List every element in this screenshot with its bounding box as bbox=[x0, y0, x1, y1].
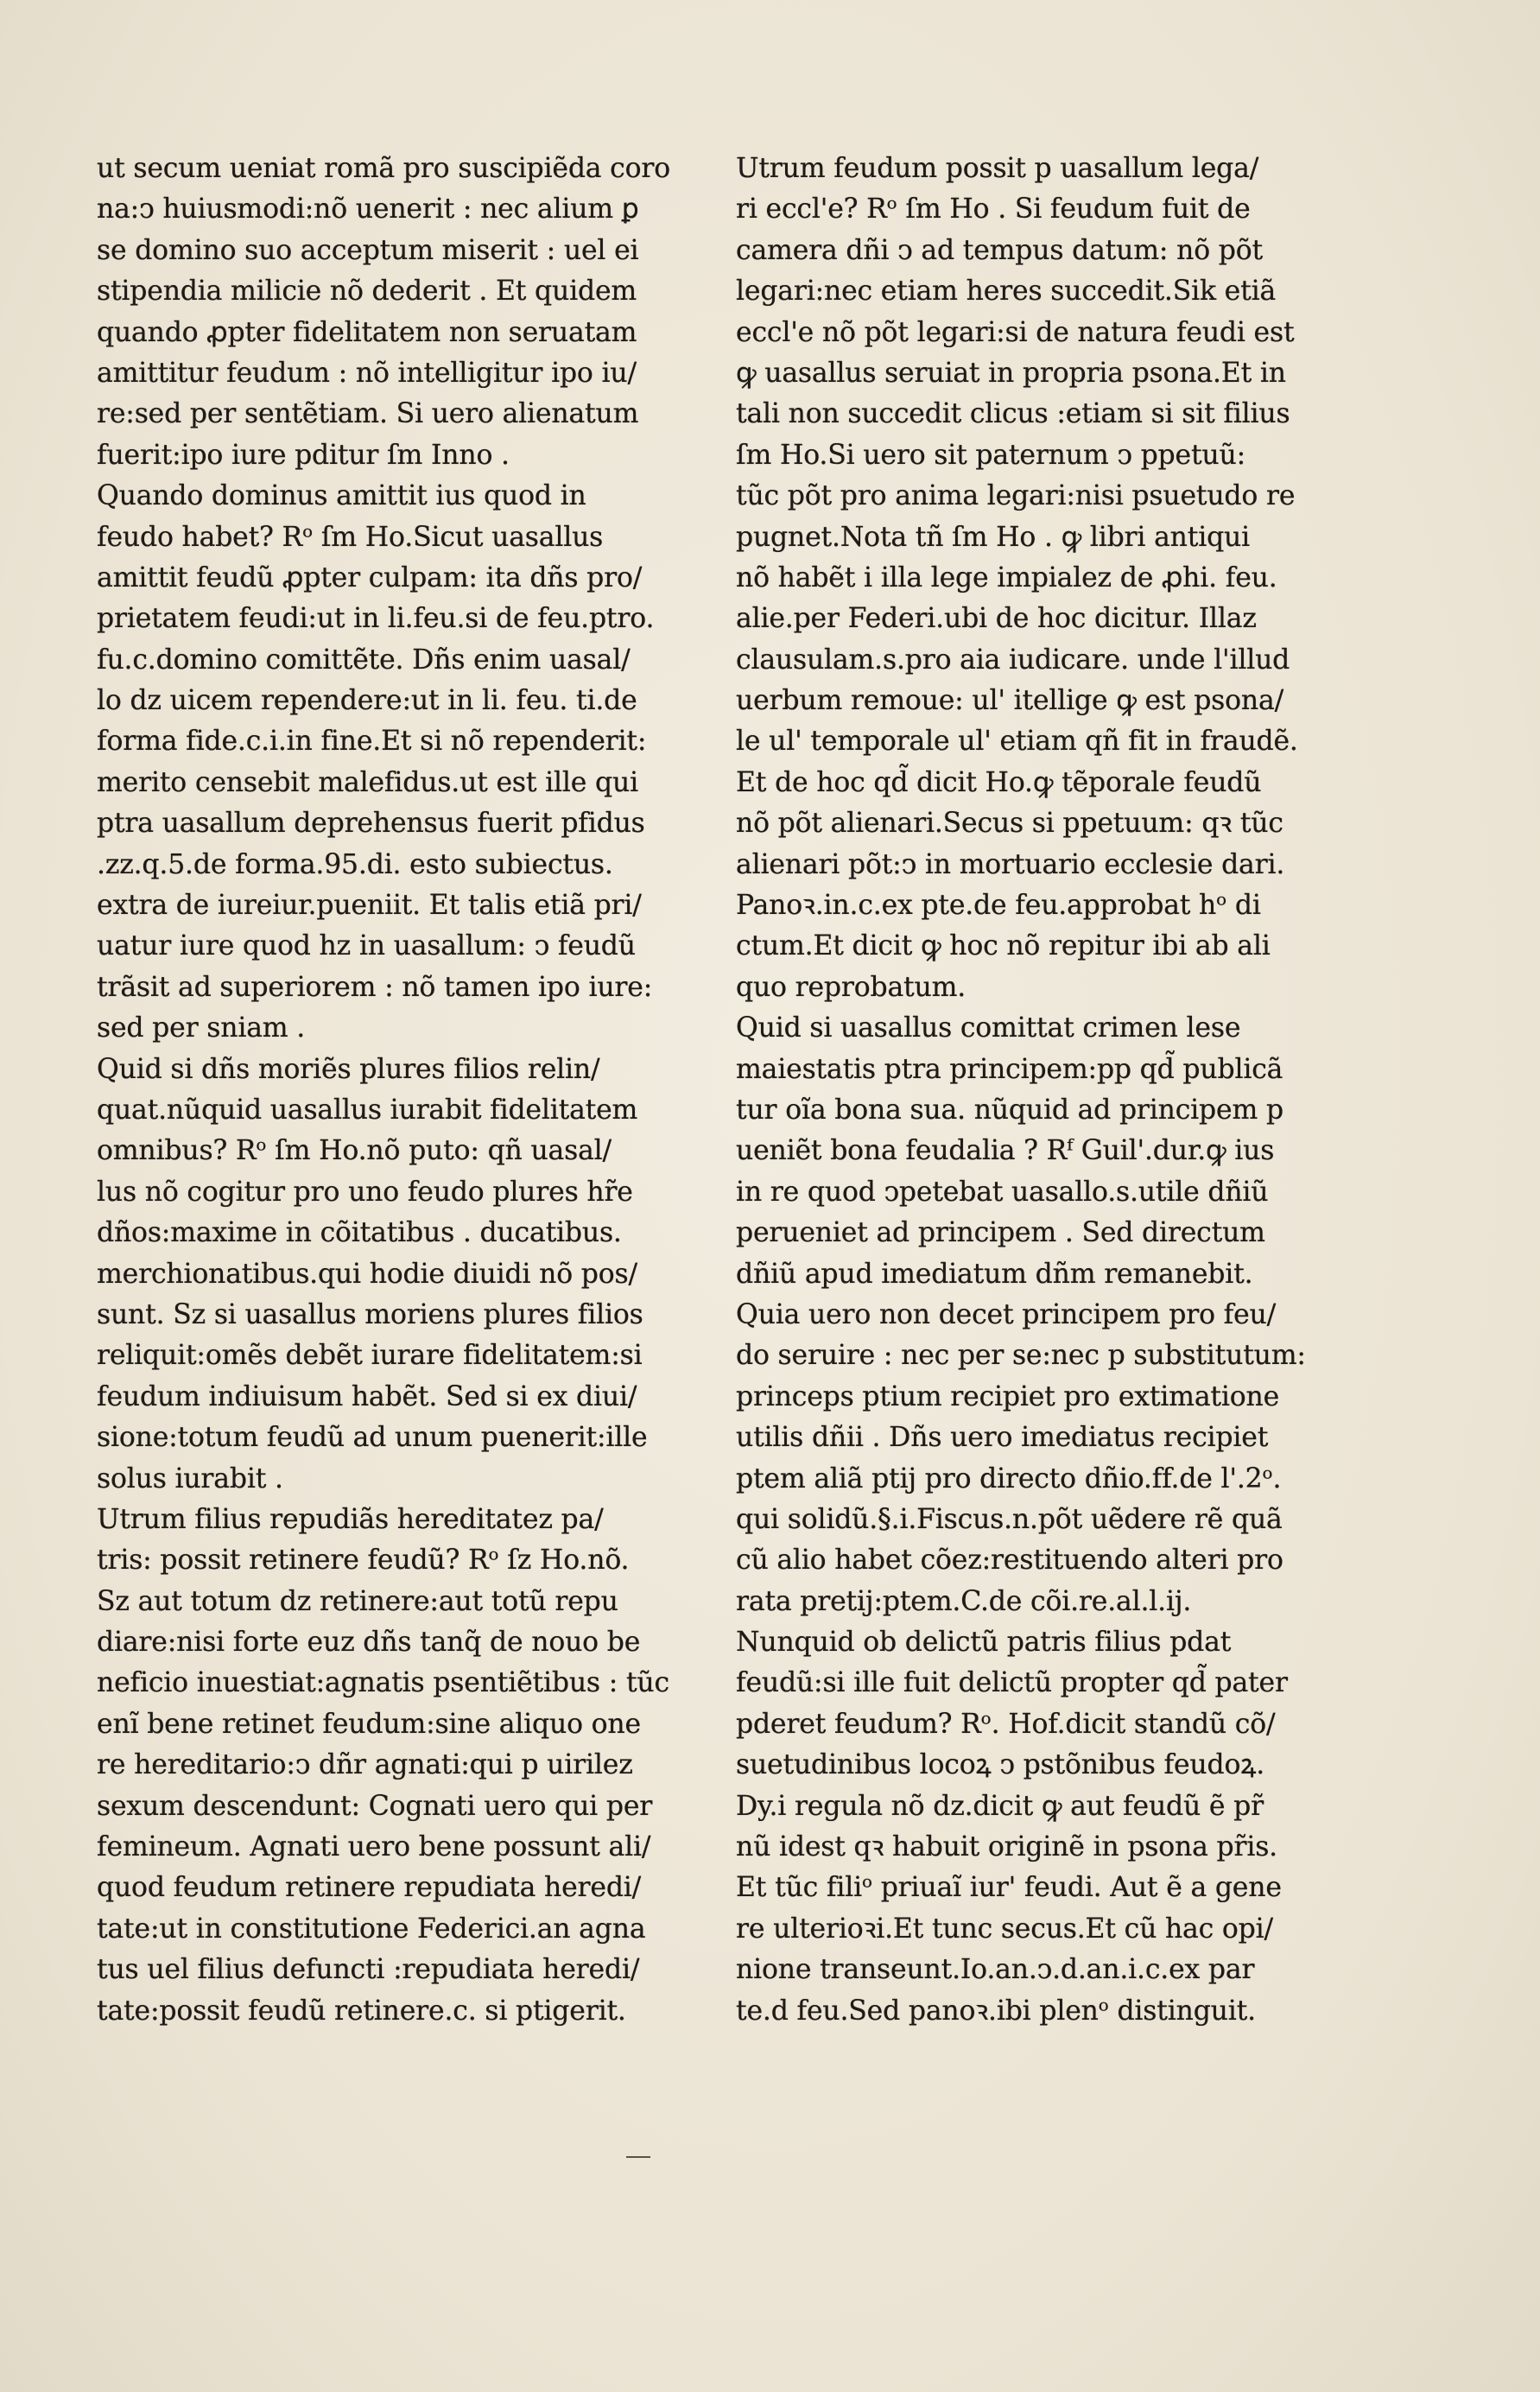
text-line: nũ idest qꝛ habuit originẽ in psona pr̃is. bbox=[736, 1831, 1277, 1863]
text-line: Dy.i regula nõ dz.dicit ꝙ aut feudũ ẽ pr̃ bbox=[736, 1790, 1264, 1822]
text-line: solus iurabit . bbox=[97, 1462, 283, 1494]
text-line: amittitur feudum : nõ intelligitur ipo iu/ bbox=[97, 357, 637, 389]
text-line: Utrum feudum possit p uasallum lega/ bbox=[736, 153, 1259, 184]
text-line: legari:nec etiam heres succedit.Sik etiã bbox=[736, 276, 1277, 308]
text-line: qui solidũ.§.i.Fiscus.n.põt uẽdere rẽ quã bbox=[736, 1503, 1283, 1535]
text-line: feudo habet? Rᵒ ſm Ho.Sicut uasallus bbox=[97, 521, 604, 553]
text-line: Panoꝛ.in.c.ex pte.de feu.approbat hᵒ di bbox=[736, 890, 1261, 922]
text-line: neficio inuestiat:agnatis psentiẽtibus : tũc bbox=[97, 1667, 669, 1699]
text-line: Nunquid ob delictũ patris filius pdat bbox=[736, 1627, 1232, 1659]
text-line: sione:totum feudũ ad unum puenerit:ille bbox=[97, 1422, 648, 1454]
text-line: pderet feudum? Rᵒ. Hof.dicit standũ cõ/ bbox=[736, 1708, 1276, 1740]
text-line: sexum descendunt: Cognati uero qui per bbox=[97, 1790, 653, 1822]
text-line: na:ↄ huiusmodi:nõ uenerit : nec alium ꝑ bbox=[97, 194, 639, 225]
text-line: quando ꝓpter fidelitatem non seruatam bbox=[97, 316, 637, 348]
text-line: re ulterioꝛi.Et tunc secus.Et cũ hac opi/ bbox=[736, 1913, 1273, 1945]
text-line: lus nõ cogitur pro uno feudo plures hr̃e bbox=[97, 1176, 633, 1208]
text-line: cũ alio habet cõez:restituendo alteri pro bbox=[736, 1545, 1283, 1577]
text-line: stipendia milicie nõ dederit . Et quidem bbox=[97, 276, 637, 308]
text-line: tũc põt pro anima legari:nisi psuetudo re bbox=[736, 480, 1296, 512]
text-line: ꝙ uasallus seruiat in propria psona.Et in bbox=[736, 357, 1286, 389]
text-line: amittit feudũ ꝓpter culpam: ita dñs pro/ bbox=[97, 562, 643, 593]
text-line: dños:maxime in cõitatibus . ducatibus. bbox=[97, 1217, 622, 1249]
text-line: alie.per Federi.ubi de hoc dicitur. Illaz bbox=[736, 603, 1257, 635]
text-line: fuerit:ipo iure pditur ſm Inno . bbox=[97, 439, 510, 471]
text-line: femineum. Agnati uero bene possunt ali/ bbox=[97, 1831, 651, 1863]
text-line: ueniẽt bona feudalia ? Rᶠ Guil'.dur.ꝙ ius bbox=[736, 1135, 1275, 1167]
text-line: trãsit ad superiorem : nõ tamen ipo iure: bbox=[97, 971, 653, 1003]
text-line: utilis dñii . Dñs uero imediatus recipiet bbox=[736, 1422, 1269, 1454]
text-line: tate:ut in constitutione Federici.an agna bbox=[97, 1913, 646, 1945]
text-line: tur oĩa bona sua. nũquid ad principem p bbox=[736, 1094, 1283, 1126]
text-line: sunt. Sz si uasallus moriens plures filios bbox=[97, 1298, 643, 1330]
text-line: ſm Ho.Si uero sit paternum ↄ ppetuũ: bbox=[736, 439, 1246, 471]
text-line: camera dñi ↄ ad tempus datum: nõ põt bbox=[736, 234, 1263, 266]
text-line: ut secum ueniat romã pro suscipiẽda coro bbox=[97, 153, 671, 184]
text-line: re:sed per sentẽtiam. Si uero alienatum bbox=[97, 398, 639, 430]
text-line: enĩ bene retinet feudum:sine aliquo one bbox=[97, 1708, 641, 1740]
text-line: feudum indiuisum habẽt. Sed si ex diui/ bbox=[97, 1380, 637, 1412]
text-line: clausulam.s.pro aia iudicare. unde l'illud bbox=[736, 644, 1290, 676]
text-line: uerbum remoue: ul' itellige ꝙ est psona/ bbox=[736, 685, 1283, 717]
text-line: do seruire : nec per se:nec p substitutum: bbox=[736, 1340, 1306, 1372]
right-text-column bbox=[736, 149, 1366, 2032]
text-line: se domino suo acceptum miserit : uel ei bbox=[97, 234, 639, 266]
text-line: uatur iure quod hz in uasallum: ↄ feudũ bbox=[97, 930, 636, 962]
text-line: quat.nũquid uasallus iurabit fidelitatem bbox=[97, 1094, 638, 1126]
text-line: perueniet ad principem . Sed directum bbox=[736, 1217, 1265, 1249]
text-line: rata pretij:ptem.C.de cõi.re.al.l.ij. bbox=[736, 1585, 1192, 1617]
text-line: Utrum filius repudiãs hereditatez pa/ bbox=[97, 1503, 604, 1535]
text-line: in re quod ↄpetebat uasallo.s.utile dñiũ bbox=[736, 1176, 1269, 1208]
text-line: quod feudum retinere repudiata heredi/ bbox=[97, 1872, 642, 1904]
text-line: Sz aut totum dz retinere:aut totũ repu bbox=[97, 1585, 618, 1617]
text-line: merchionatibus.qui hodie diuidi nõ pos/ bbox=[97, 1258, 637, 1290]
text-line: quo reprobatum. bbox=[736, 971, 966, 1003]
text-line: nione transeunt.Io.an.ↄ.d.an.i.c.ex par bbox=[736, 1954, 1255, 1986]
text-line: ptem aliã ptij pro directo dñio.ff.de l'.2ᵒ. bbox=[736, 1462, 1282, 1494]
text-line: nõ põt alienari.Secus si ppetuum: qꝛ tũc bbox=[736, 808, 1283, 840]
text-line: ctum.Et dicit ꝙ hoc nõ repitur ibi ab ali bbox=[736, 930, 1271, 962]
text-line: Quando dominus amittit ius quod in bbox=[97, 480, 586, 512]
text-line: alienari põt:ↄ in mortuario ecclesie dari. bbox=[736, 848, 1285, 880]
text-line: Quid si uasallus comittat crimen lese bbox=[736, 1012, 1241, 1044]
text-line: Quia uero non decet principem pro feu/ bbox=[736, 1298, 1277, 1330]
text-line: le ul' temporale ul' etiam qñ fit in fraudẽ. bbox=[736, 726, 1298, 758]
text-line: diare:nisi forte euz dñs tanq̃ de nouo be bbox=[97, 1627, 641, 1659]
text-line: tris: possit retinere feudũ? Rᵒ ſz Ho.nõ. bbox=[97, 1545, 630, 1577]
text-line: princeps ptium recipiet pro extimatione bbox=[736, 1380, 1280, 1412]
text-line: lo dz uicem rependere:ut in li. feu. ti.de bbox=[97, 685, 637, 717]
text-line: tate:possit feudũ retinere.c. si ptigerit. bbox=[97, 1995, 626, 2027]
left-text-column bbox=[97, 149, 701, 2032]
text-line: tus uel filius defuncti :repudiata heredi/ bbox=[97, 1954, 640, 1986]
text-line: re hereditario:ↄ dñr agnati:qui p uirilez bbox=[97, 1749, 633, 1781]
text-line: extra de iureiur.pueniit. Et talis etiã pri/ bbox=[97, 890, 642, 922]
text-line: pugnet.Nota tñ ſm Ho . ꝙ libri antiqui bbox=[736, 521, 1251, 553]
text-line: maiestatis ptra principem:pp qd̃ publicã bbox=[736, 1053, 1283, 1085]
text-line: omnibus? Rᵒ ſm Ho.nõ puto: qñ uasal/ bbox=[97, 1135, 612, 1167]
text-line: sed per sniam . bbox=[97, 1012, 306, 1044]
text-line: nõ habẽt i illa lege impialez de ꝓhi. feu. bbox=[736, 562, 1277, 593]
text-line: tali non succedit clicus :etiam si sit filius bbox=[736, 398, 1290, 430]
text-line: te.d feu.Sed panoꝛ.ibi plenᵒ distinguit. bbox=[736, 1995, 1256, 2027]
text-line: Et tũc filiᵒ priuaĩ iur' feudi. Aut ẽ a gene bbox=[736, 1872, 1282, 1904]
text-line: ri eccl'e? Rᵒ ſm Ho . Si feudum fuit de bbox=[736, 194, 1251, 225]
text-line: feudũ:si ille fuit delictũ propter qd̃ pater bbox=[736, 1667, 1288, 1699]
text-line: suetudinibus locoꝝ ↄ pstõnibus feudoꝝ. bbox=[736, 1749, 1265, 1781]
text-line: fu.c.domino comittẽte. Dñs enim uasal/ bbox=[97, 644, 631, 676]
text-line: forma fide.c.i.in fine.Et si nõ rependerit: bbox=[97, 726, 647, 758]
page-bottom-mark bbox=[626, 2156, 650, 2158]
text-line: ptra uasallum deprehensus fuerit pfidus bbox=[97, 808, 645, 840]
text-line: Quid si dñs moriẽs plures filios relin/ bbox=[97, 1053, 600, 1085]
text-line: reliquit:omẽs debẽt iurare fidelitatem:si bbox=[97, 1340, 643, 1372]
text-line: prietatem feudi:ut in li.feu.si de feu.ptro. bbox=[97, 603, 655, 635]
text-line: dñiũ apud imediatum dñm remanebit. bbox=[736, 1258, 1253, 1290]
text-line: merito censebit malefidus.ut est ille qui bbox=[97, 766, 638, 798]
text-line: Et de hoc qd̃ dicit Ho.ꝙ tẽporale feudũ bbox=[736, 766, 1262, 798]
text-line: eccl'e nõ põt legari:si de natura feudi est bbox=[736, 316, 1295, 348]
text-line: .zz.q.5.de forma.95.di. esto subiectus. bbox=[97, 848, 613, 880]
